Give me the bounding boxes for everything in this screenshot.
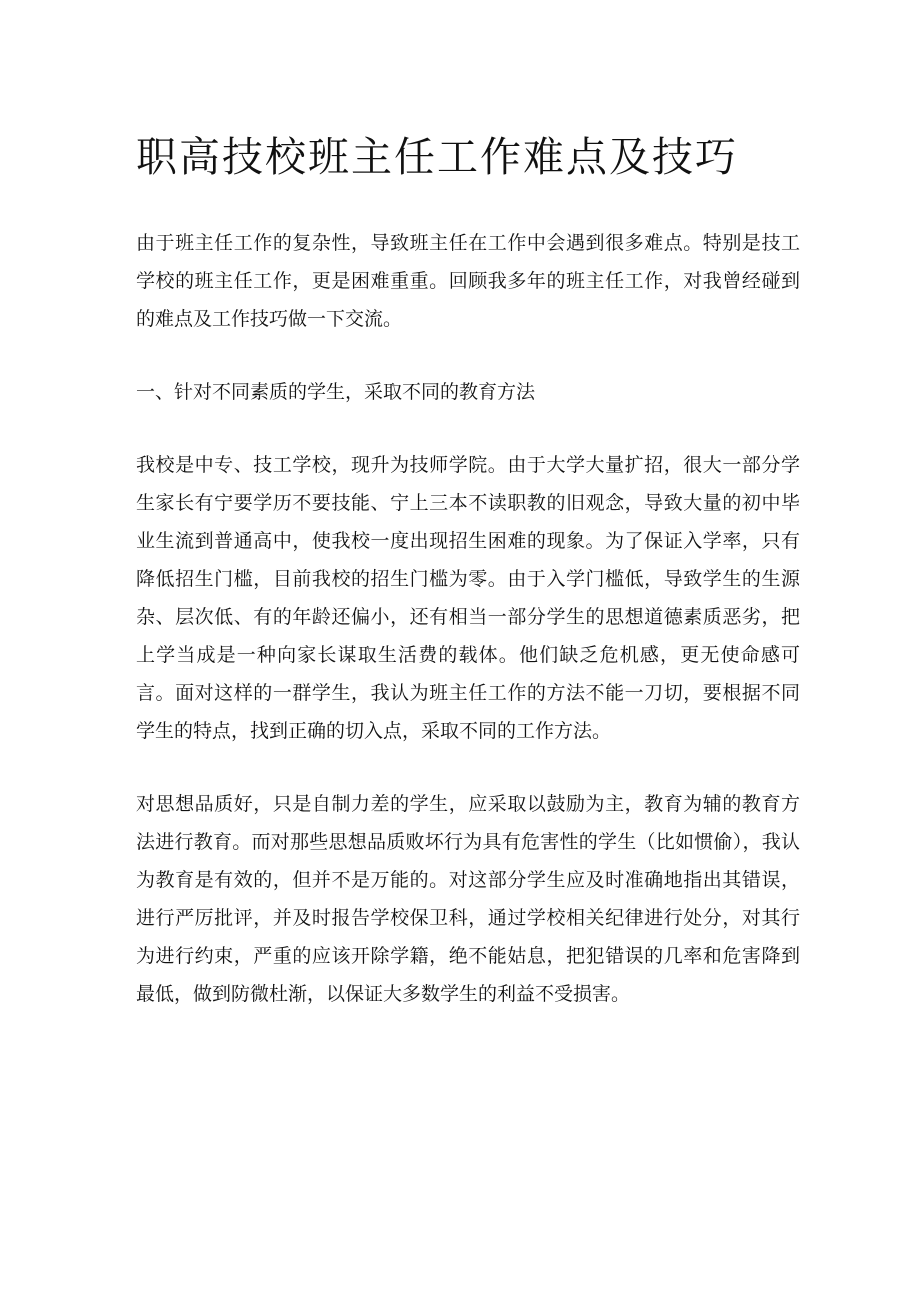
section-1-paragraph-2: 对思想品质好，只是自制力差的学生，应采取以鼓励为主，教育为辅的教育方法进行教育。而对那些思想品质败坏行为具有危害性的学生（比如惯偷），我认为教育是有效的，但并不是万能的。对这部分学生应及时准确地指出其错误，进行严厉批评，并及时报告学校保卫科，通过学校相关纪律进行处分，对其行为进行约束，严重的应该开除学籍，绝不能姑息，把犯错误的几率和危害降到最低，做到防微杜渐，以保证大多数学生的利益不受损害。 — [136, 793, 800, 1005]
document-title: 职高技校班主任工作难点及技巧 — [136, 133, 738, 181]
document-body — [136, 128, 800, 1048]
section-heading-1: 一、针对不同素质的学生，采取不同的教育方法 — [136, 381, 536, 403]
section-1-paragraph-1: 我校是中专、技工学校，现升为技师学院。由于大学大量扩招，很大一部分学生家长有宁要学历不要技能、宁上三本不读职教的旧观念，导致大量的初中毕业生流到普通高中，使我校一度出现招生困难的现象。为了保证入学率，只有降低招生门槛，目前我校的招生门槛为零。由于入学门槛低，导致学生的生源杂、层次低、有的年龄还偏小，还有相当一部分学生的思想道德素质恶劣，把上学当成是一种向家长谋取生活费的载体。他们缺乏危机感，更无使命感可言。面对这样的一群学生，我认为班主任工作的方法不能一刀切，要根据不同学生的特点，找到正确的切入点，采取不同的工作方法。 — [136, 454, 800, 742]
intro-paragraph: 由于班主任工作的复杂性，导致班主任在工作中会遇到很多难点。特别是技工学校的班主任工作，更是困难重重。回顾我多年的班主任工作，对我曾经碰到的难点及工作技巧做一下交流。 — [136, 232, 800, 330]
